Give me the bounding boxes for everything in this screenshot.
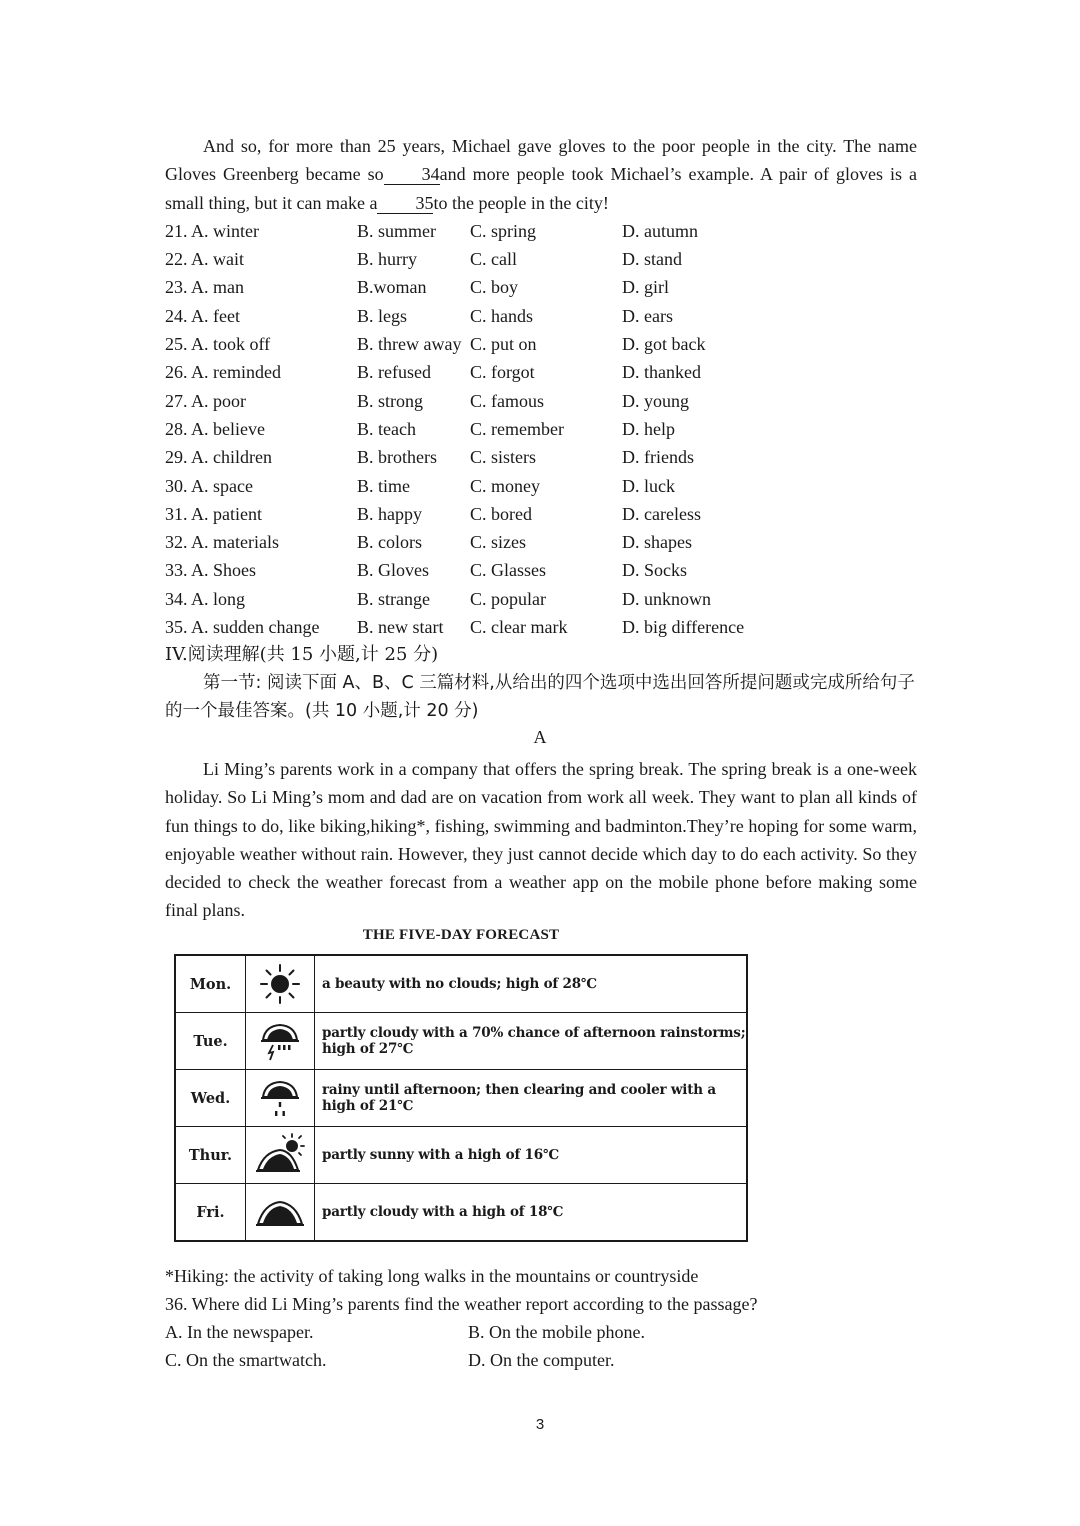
option-d: D. ears (622, 306, 673, 326)
option-b: B. strange (357, 589, 430, 609)
forecast-day: Fri. (175, 1184, 246, 1242)
option-b: B. new start (357, 617, 444, 637)
option-a: 35. A. sudden change (165, 617, 320, 637)
option-b: B. colors (357, 532, 422, 552)
option-c: C. sizes (470, 532, 526, 552)
passage-end-line3b: to the people in the city! (433, 192, 609, 213)
option-d: D. help (622, 419, 675, 439)
footnote: *Hiking: the activity of taking long walks in the mountains or countryside (165, 1266, 699, 1286)
forecast-title: THE FIVE-DAY FORECAST (362, 927, 560, 943)
option-c: C. put on (470, 334, 537, 354)
option-d: D. Socks (622, 560, 688, 580)
option-c: C. sisters (470, 447, 537, 467)
option-d: D. autumn (622, 221, 698, 241)
passage-end-line2a: Gloves Greenberg became so (165, 164, 384, 185)
option-d: D. got back (622, 334, 706, 354)
option-d: D. stand (622, 249, 682, 269)
option-b: B. strong (357, 391, 424, 411)
option-c: C. Glasses (470, 560, 546, 580)
option-a: 28. A. believe (165, 419, 265, 439)
option-c: C. spring (470, 221, 537, 241)
option-c: C. money (470, 476, 540, 496)
forecast-description: rainy until afternoon; then clearing and cooler with a high of 21℃ (315, 1070, 748, 1127)
option-d: D. unknown (622, 589, 711, 609)
forecast-row (175, 1070, 747, 1127)
forecast-icon-cell (246, 1127, 315, 1184)
option-b: B. time (357, 476, 410, 496)
forecast-description: partly cloudy with a 70% chance of afternoon rainstorms; high of 27℃ (315, 1013, 748, 1070)
option-a: 22. A. wait (165, 249, 244, 269)
option-c: C. call (470, 249, 517, 269)
option-c: C. remember (470, 419, 564, 439)
forecast-description: partly cloudy with a high of 18℃ (315, 1184, 748, 1242)
option-b: B. summer (357, 221, 436, 241)
option-b: B. brothers (357, 447, 437, 467)
question-36-option-a: A. In the newspaper. (165, 1322, 314, 1342)
option-a: 21. A. winter (165, 221, 259, 241)
cloud-icon (254, 1192, 306, 1232)
forecast-row (175, 1184, 747, 1242)
option-b: B. happy (357, 504, 422, 524)
passage-end-line2b: and more people took Michael’s example. A pair of gloves is (439, 164, 902, 185)
forecast-day: Wed. (175, 1070, 246, 1127)
passage-letter: A (533, 727, 547, 747)
option-a: 33. A. Shoes (165, 560, 257, 580)
forecast-row (175, 1127, 747, 1184)
rain-cloud-icon (257, 1075, 303, 1121)
option-b: B. refused (357, 362, 431, 382)
option-d: D. friends (622, 447, 694, 467)
question-36-option-d: D. On the computer. (468, 1350, 615, 1370)
partly-sunny-icon (254, 1132, 306, 1178)
forecast-icon-cell (246, 1013, 315, 1070)
option-a: 34. A. long (165, 589, 246, 609)
sun-icon (258, 962, 302, 1006)
passage-end-line3a: a small thing, but it can make a (165, 164, 917, 213)
section-instruction: 第一节: 阅读下面 A、B、C 三篇材料,从给出的四个选项中选出回答所提问题或完成所给句子的一个最佳答案。(共 10 小题,计 20 分) (165, 673, 915, 721)
option-d: D. luck (622, 476, 675, 496)
blank-34: 34 (384, 164, 440, 185)
option-a: 29. A. children (165, 447, 272, 467)
section-heading: IV.阅读理解(共 15 小题,计 25 分) (165, 644, 439, 665)
forecast-day: Mon. (175, 955, 246, 1013)
option-a: 31. A. patient (165, 504, 262, 524)
option-c: C. hands (470, 306, 533, 326)
forecast-day: Tue. (175, 1013, 246, 1070)
passage-a: Li Ming’s parents work in a company that offers the spring break. The spring break is a one-week holiday. So Li Ming’s mom and dad are on vacation from work all week. They want to plan all kinds of fun things to do, like biking,hiking*, fishing, swimming and badminton.They’re hoping for some warm, enjoyable weather without rain. However, they just cannot decide which day to do each activity. So they decided to check the weather forecast from a weather app on the mobile phone before making some final plans. (165, 759, 917, 921)
option-c: C. boy (470, 277, 519, 297)
forecast-row (175, 955, 747, 1013)
option-d: D. careless (622, 504, 701, 524)
option-a: 32. A. materials (165, 532, 279, 552)
option-a: 24. A. feet (165, 306, 240, 326)
option-b: B. hurry (357, 249, 417, 269)
thunderstorm-icon (257, 1018, 303, 1064)
option-b: B. teach (357, 419, 416, 439)
option-d: D. thanked (622, 362, 701, 382)
passage-end-paragraph (165, 132, 917, 217)
forecast-table (174, 954, 748, 1242)
question-36-option-c: C. On the smartwatch. (165, 1350, 327, 1370)
option-a: 27. A. poor (165, 391, 246, 411)
option-c: C. popular (470, 589, 546, 609)
forecast-icon-cell (246, 1070, 315, 1127)
option-a: 25. A. took off (165, 334, 271, 354)
blank-35: 35 (377, 193, 433, 214)
forecast-description: a beauty with no clouds; high of 28℃ (315, 955, 748, 1013)
option-b: B.woman (357, 277, 427, 297)
option-c: C. forgot (470, 362, 535, 382)
passage-end-line1: And so, for more than 25 years, Michael gave gloves to the poor people in the city. The name (203, 136, 917, 156)
page-number: 3 (535, 1416, 545, 1433)
option-c: C. bored (470, 504, 532, 524)
option-a: 26. A. reminded (165, 362, 281, 382)
option-d: D. girl (622, 277, 669, 297)
forecast-icon-cell (246, 955, 315, 1013)
question-36-stem: 36. Where did Li Ming’s parents find the weather report according to the passage? (165, 1294, 758, 1314)
question-36-option-b: B. On the mobile phone. (468, 1322, 645, 1342)
forecast-icon-cell (246, 1184, 315, 1242)
option-b: B. legs (357, 306, 408, 326)
option-b: B. Gloves (357, 560, 429, 580)
forecast-day: Thur. (175, 1127, 246, 1184)
forecast-description: partly sunny with a high of 16℃ (315, 1127, 748, 1184)
option-c: C. clear mark (470, 617, 568, 637)
forecast-row (175, 1013, 747, 1070)
option-d: D. shapes (622, 532, 692, 552)
option-a: 30. A. space (165, 476, 253, 496)
option-d: D. young (622, 391, 689, 411)
option-a: 23. A. man (165, 277, 244, 297)
option-d: D. big difference (622, 617, 745, 637)
option-c: C. famous (470, 391, 544, 411)
option-b: B. threw away (357, 334, 462, 354)
